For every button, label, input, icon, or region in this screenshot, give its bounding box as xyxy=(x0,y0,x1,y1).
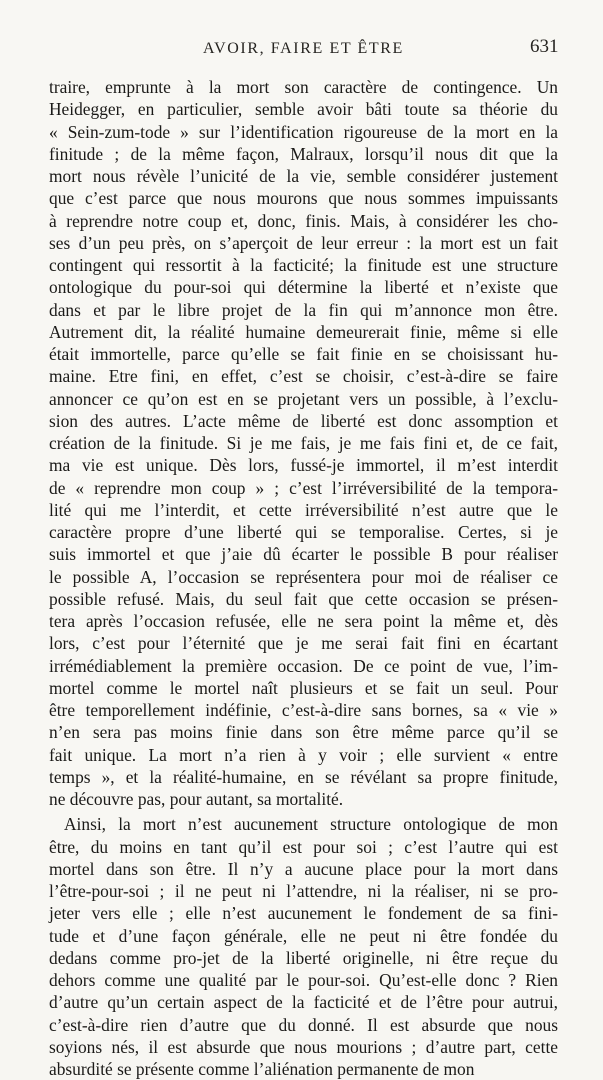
text-line: que c’est parce que nous mourons que nous sommes impuissants xyxy=(49,188,558,209)
text-line: dans et par le libre projet de la fin qui m’annonce mon être. xyxy=(49,299,558,320)
text-line: être temporellement indéfinie, c’est-à-dire sans bornes, sa « vie » xyxy=(49,700,558,720)
text-line: possible refusé. Mais, du seul fait que cette occasion se présen- xyxy=(49,588,558,609)
text-line: mort nous révèle l’unicité de la vie, semble considérer justement xyxy=(49,166,558,186)
text-line: Ainsi, la mort n’est aucunement structure ontologique de mon xyxy=(64,814,558,835)
text-line: sion des autres. L’acte même de liberté est donc assomption et xyxy=(49,410,558,431)
text-line: tera après l’occasion refusée, elle ne sera point la même et, dès xyxy=(49,611,558,631)
text-line: maine. Etre fini, en effet, c’est se choisir, c’est-à-dire se faire xyxy=(49,366,558,387)
page-number: 631 xyxy=(530,36,559,57)
text-line: suis immortel et que j’aie dû écarter le possible B pour réaliser xyxy=(49,544,558,565)
text-line: dedans comme pro-jet de la liberté originelle, ni être reçue du xyxy=(49,947,558,968)
text-line: traire, emprunte à la mort son caractère de contingence. Un xyxy=(49,77,558,97)
text-line: temps », et la réalité-humaine, en se révélant sa propre finitude, xyxy=(49,766,558,787)
paragraph xyxy=(49,76,558,810)
text-line: être, du moins en tant qu’il est pour soi ; c’est l’autre qui est xyxy=(49,836,558,857)
text-line: absurdité se présente comme l’aliénation permanente de mon xyxy=(49,1059,475,1079)
text-line: c’est-à-dire rien d’autre que du donné. Il est absurde que nous xyxy=(49,1014,558,1035)
body-text xyxy=(49,76,558,1080)
text-line: irrémédiablement la première occasion. De ce point de vue, l’im- xyxy=(49,655,558,676)
text-line: n’en sera pas moins finie dans son être même parce qu’il se xyxy=(49,722,558,743)
text-line: finitude ; de la même façon, Malraux, lorsqu’il nous dit que la xyxy=(49,143,558,164)
page-header xyxy=(0,36,603,62)
text-line: tude et d’une façon générale, elle ne peut ni être fondée du xyxy=(49,925,558,946)
text-line: lors, c’est pour l’éternité que je me serai fait fini en écartant xyxy=(49,633,558,654)
text-line: ontologique du pour-soi qui détermine la liberté et n’existe que xyxy=(49,277,558,298)
text-line: « Sein-zum-tode » sur l’identification rigoureuse de la mort en la xyxy=(49,121,558,142)
text-line: de « reprendre mon coup » ; c’est l’irréversibilité de la tempora- xyxy=(49,477,558,498)
text-line: à reprendre notre coup et, donc, finis. Mais, à considérer les cho- xyxy=(49,210,558,231)
text-line: ne découvre pas, pour autant, sa mortalité. xyxy=(49,789,344,809)
text-line: annoncer ce qu’on est en se projetant vers un possible, à l’exclu- xyxy=(49,388,558,409)
text-line: était immortelle, parce qu’elle se fait finie en se choisissant hu- xyxy=(49,344,558,364)
text-line: le possible A, l’occasion se représentera pour moi de réaliser ce xyxy=(49,566,558,587)
text-line: caractère propre d’une liberté qui se temporalise. Certes, si je xyxy=(49,522,558,542)
running-head: AVOIR, FAIRE ET ÊTRE xyxy=(203,40,404,57)
paragraph xyxy=(49,813,558,1080)
text-line: création de la finitude. Si je me fais, je me fais fini et, de ce fait, xyxy=(49,433,558,453)
text-line: contingent qui ressortit à la facticité; la finitude est une structure xyxy=(49,255,558,275)
text-line: soyions nés, il est absurde que nous mourions ; d’autre part, cette xyxy=(49,1036,558,1057)
text-line: dehors comme une qualité par le pour-soi. Qu’est-elle donc ? Rien xyxy=(49,970,558,990)
text-line: Autrement dit, la réalité humaine demeurerait finie, même si elle xyxy=(49,321,558,342)
text-line: mortel comme le mortel naît plusieurs et se fait un seul. Pour xyxy=(49,677,558,698)
text-line: lité qui me l’interdit, et cette irréversibilité n’est autre que le xyxy=(49,499,558,520)
text-line: jeter vers elle ; elle n’est aucunement le fondement de sa fini- xyxy=(49,903,558,924)
text-line: Heidegger, en particulier, semble avoir bâti toute sa théorie du xyxy=(49,99,558,120)
text-line: mortel dans son être. Il n’y a aucune place pour la mort dans xyxy=(49,858,558,879)
text-line: d’autre qu’un certain aspect de la facticité et de l’être pour autrui, xyxy=(49,992,558,1013)
text-line: fait unique. La mort n’a rien à y voir ; elle survient « entre xyxy=(49,744,558,765)
text-line: ma vie est unique. Dès lors, fussé-je immortel, il m’est interdit xyxy=(49,455,558,476)
text-line: l’être-pour-soi ; il ne peut ni l’attendre, ni la réaliser, ni se pro- xyxy=(49,881,558,901)
text-line: ses d’un peu près, on s’aperçoit de leur erreur : la mort est un fait xyxy=(49,232,558,253)
